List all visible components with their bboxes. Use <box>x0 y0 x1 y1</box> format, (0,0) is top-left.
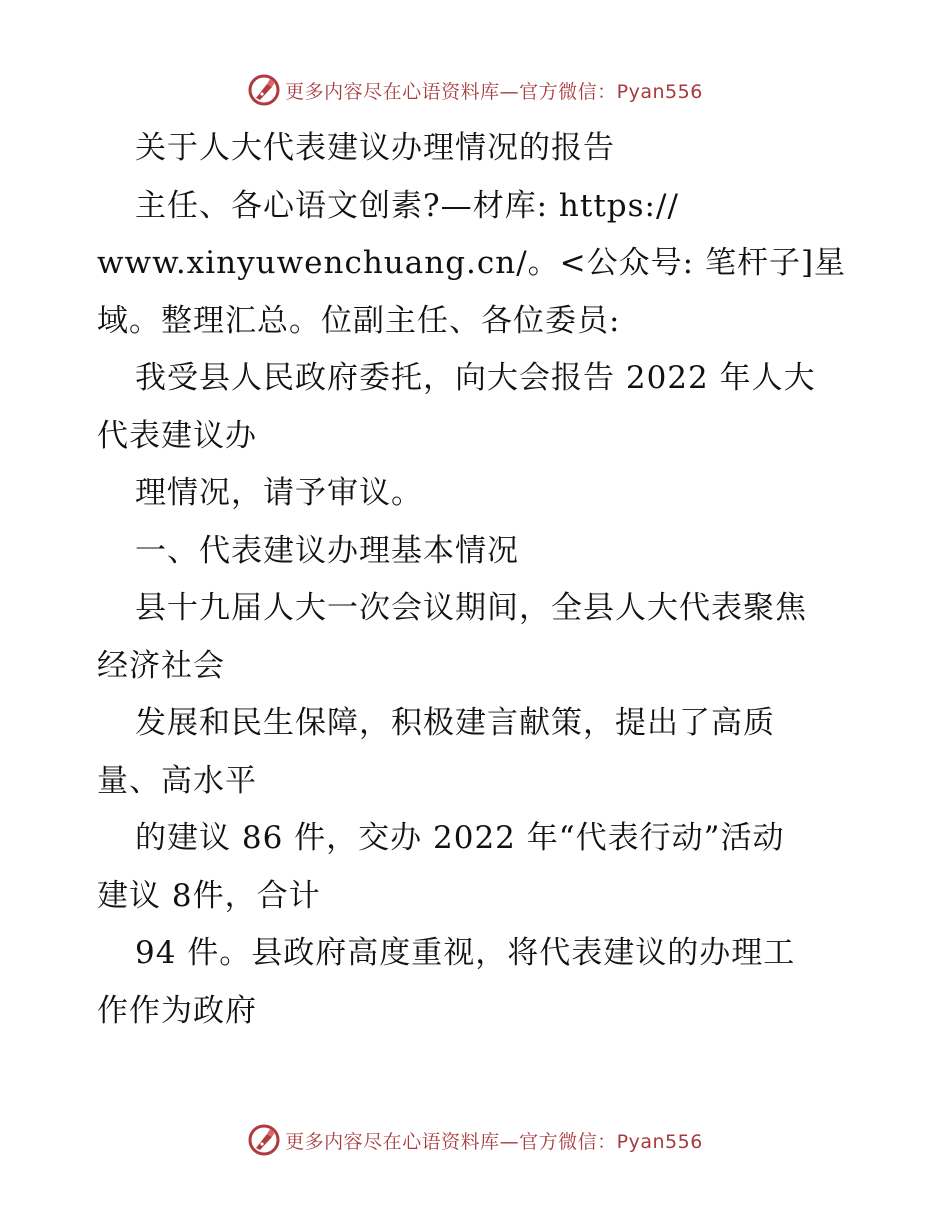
text-line: 代表建议办 <box>97 417 257 454</box>
text-line: 量、高水平 <box>97 762 257 799</box>
document-body <box>97 120 857 1040</box>
pen-nib-logo-icon <box>247 1123 281 1157</box>
text-line: 我受县人民政府委托，向大会报告 2022 年人大 <box>135 360 816 396</box>
text-line: 域。整理汇总。位副主任、各位委员: <box>97 302 621 339</box>
text-line: 县十九届人大一次会议期间，全县人大代表聚焦 <box>135 590 807 626</box>
banner-text: 更多内容尽在心语资料库—官方微信：Pyan556 <box>285 1130 703 1153</box>
text-line: 关于人大代表建议办理情况的报告 <box>135 130 615 166</box>
pen-nib-logo-icon <box>247 73 281 107</box>
text-line: 经济社会 <box>97 647 225 684</box>
text-line: 的建议 86 件，交办 2022 年“代表行动”活动 <box>135 820 785 856</box>
text-line: 一、代表建议办理基本情况 <box>135 532 519 569</box>
text-line: 发展和民生保障，积极建言献策，提出了高质 <box>135 705 775 741</box>
text-line: 作作为政府 <box>97 992 257 1029</box>
text-line: 理情况，请予审议。 <box>135 475 423 511</box>
text-line: 建议 8件，合计 <box>97 877 321 914</box>
footer-banner <box>0 1120 950 1160</box>
text-line: 94 件。县政府高度重视，将代表建议的办理工 <box>135 935 796 971</box>
header-banner <box>0 70 950 110</box>
text-line: www.xinyuwenchuang.cn/。<公众号: 笔杆子]星 <box>97 245 847 281</box>
text-line: 主任、各心语文创素?—材库: https:// <box>135 187 679 224</box>
banner-text: 更多内容尽在心语资料库—官方微信：Pyan556 <box>285 80 703 103</box>
